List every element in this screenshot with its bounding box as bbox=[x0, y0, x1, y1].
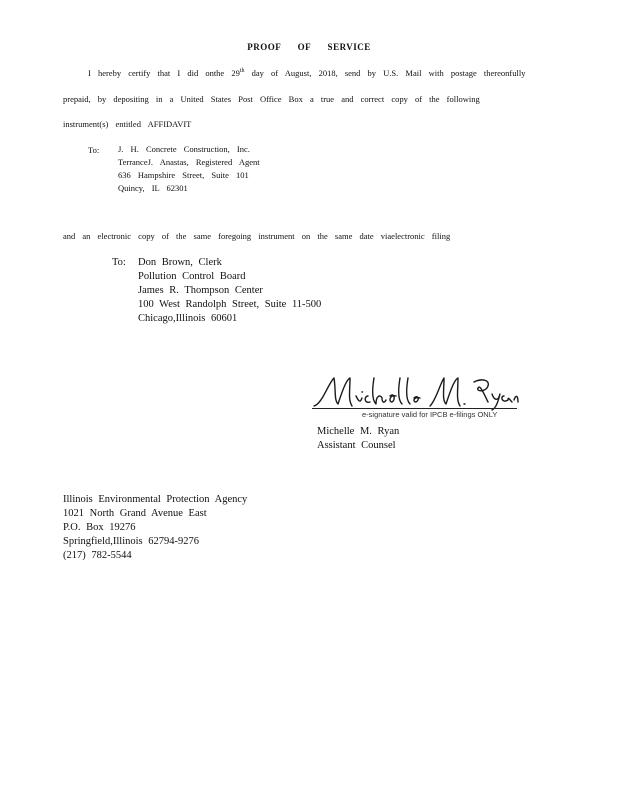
agency-line: Illinois Environmental Protection Agency bbox=[63, 494, 248, 505]
agency-address-block bbox=[63, 493, 247, 563]
signature-line bbox=[312, 408, 517, 409]
certification-line-1-start: I hereby certify that I did onthe 29 bbox=[88, 68, 240, 78]
recipient-1-address bbox=[118, 143, 260, 195]
recipient-2-line: Chicago,Illinois 60601 bbox=[138, 313, 238, 324]
signer-title: Assistant Counsel bbox=[317, 440, 396, 451]
recipient-2-line: James R. Thompson Center bbox=[138, 285, 263, 296]
e-signature-note: e-signature valid for IPCB e-filings ONLY bbox=[362, 410, 498, 419]
recipient-1-line: Quincy, IL 62301 bbox=[118, 183, 188, 193]
recipient-1-to-label: To: bbox=[88, 145, 100, 155]
certification-line-2: prepaid, by depositing in a United States Post Office Box a true and correct copy of the following bbox=[63, 94, 480, 104]
electronic-copy-line: and an electronic copy of the same foregoing instrument on the same date viaelectronic filing bbox=[63, 231, 451, 241]
recipient-2-line: Don Brown, Clerk bbox=[138, 257, 222, 268]
recipient-2-line: Pollution Control Board bbox=[138, 271, 246, 282]
agency-line: 1021 North Grand Avenue East bbox=[63, 508, 207, 519]
agency-line: P.O. Box 19276 bbox=[63, 522, 136, 533]
recipient-1-line: 636 Hampshire Street, Suite 101 bbox=[118, 170, 249, 180]
recipient-2-to-label: To: bbox=[112, 257, 126, 268]
agency-line: Springfield,Illinois 62794-9276 bbox=[63, 536, 199, 547]
agency-line: (217) 782-5544 bbox=[63, 550, 132, 561]
signer-block bbox=[317, 425, 399, 453]
recipient-1-line: TerranceJ. Anastas, Registered Agent bbox=[118, 157, 260, 167]
certification-line-1 bbox=[88, 68, 525, 78]
date-ordinal-suffix: th bbox=[239, 68, 245, 75]
recipient-2-address bbox=[138, 256, 321, 326]
certification-line-1-end: day of August, 2018, send by U.S. Mail with postage thereonfully bbox=[251, 68, 526, 78]
signer-name: Michelle M. Ryan bbox=[317, 426, 400, 437]
proof-of-service-title: PROOF OF SERVICE bbox=[247, 42, 371, 52]
certification-line-3: instrument(s) entitled AFFIDAVIT bbox=[63, 119, 192, 129]
recipient-1-line: J. H. Concrete Construction, Inc. bbox=[118, 144, 250, 154]
recipient-2-line: 100 West Randolph Street, Suite 11-500 bbox=[138, 299, 322, 310]
